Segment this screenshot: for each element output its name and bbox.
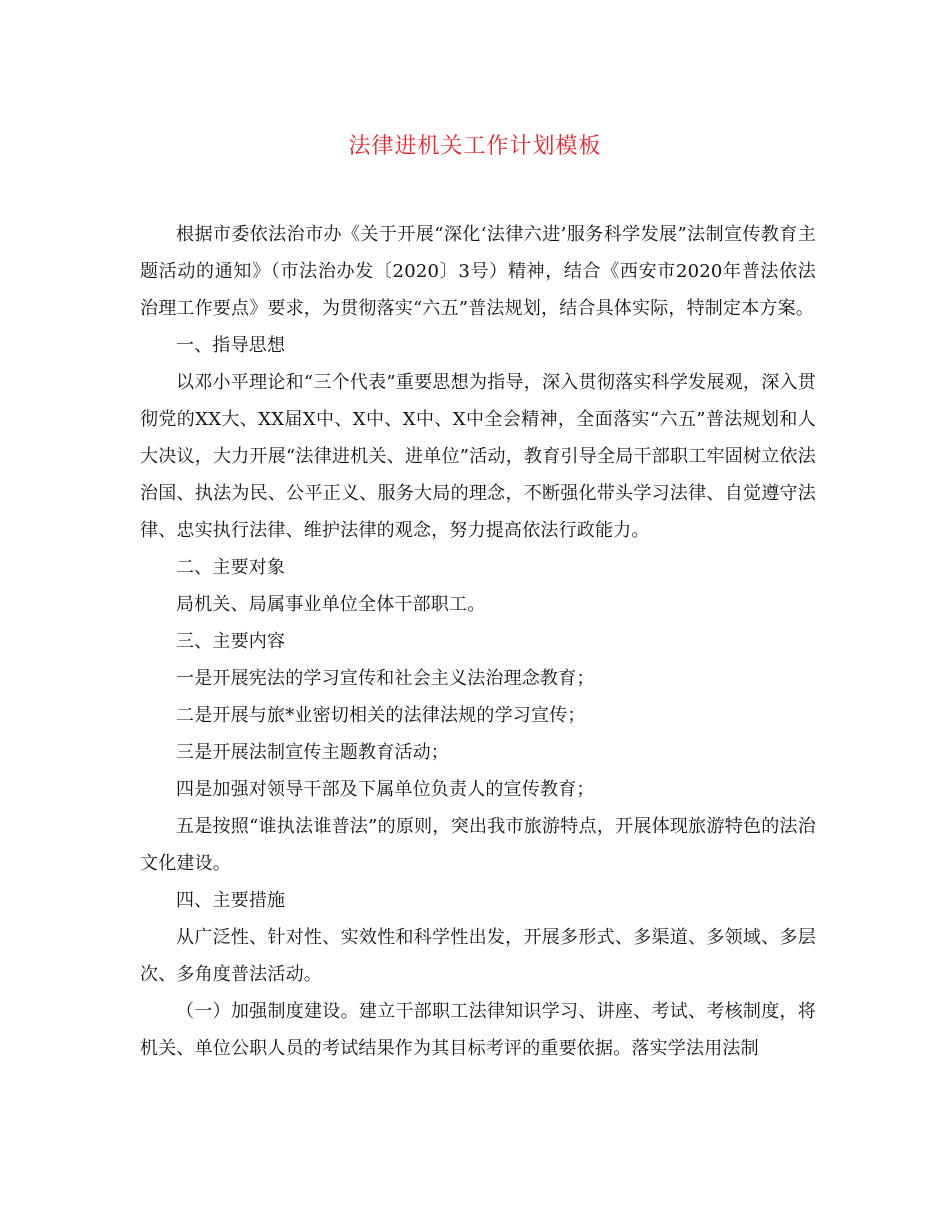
section-heading-guiding-thought: 一、指导思想 — [176, 335, 286, 356]
paragraph-main-measures: 从广泛性、针对性、实效性和科学性出发，开展多形式、多渠道、多领域、多层次、多角度普法活动。 — [140, 927, 816, 985]
paragraph-measure-1: （一）加强制度建设。建立干部职工法律知识学习、讲座、考试、考核制度，将机关、单位公职人员的考试结果作为其目标考评的重要依据。落实学法用法制 — [140, 1001, 816, 1059]
content-item-4: 四是加强对领导干部及下属单位负责人的宣传教育； — [176, 779, 595, 800]
document-body — [140, 216, 816, 1067]
paragraph-main-targets: 局机关、局属事业单位全体干部职工。 — [176, 594, 486, 615]
content-item-3: 三是开展法制宣传主题教育活动； — [176, 742, 449, 763]
paragraph-guiding-thought: 以邓小平理论和“三个代表”重要思想为指导，深入贯彻落实科学发展观，深入贯彻党的XX大、XX届X中、X中、X中、X中全会精神，全面落实“六五”普法规划和人大决议，大力开展“法律进机关、进单位”活动，教育引导全局干部职工牢固树立依法治国、执法为民、公平正义、服务大局的理念，不断强化带头学习法律、自觉遵守法律、忠实执行法律、维护法律的观念，努力提高依法行政能力。 — [140, 372, 816, 541]
section-heading-main-content: 三、主要内容 — [176, 631, 286, 652]
section-heading-main-measures: 四、主要措施 — [176, 890, 286, 911]
content-item-5: 五是按照“谁执法谁普法”的原则，突出我市旅游特点，开展体现旅游特色的法治文化建设。 — [140, 816, 816, 874]
document-title: 法律进机关工作计划模板 — [348, 134, 602, 159]
section-heading-main-targets: 二、主要对象 — [176, 557, 286, 578]
content-item-2: 二是开展与旅*业密切相关的法律法规的学习宣传； — [176, 705, 586, 726]
paragraph-intro: 根据市委依法治市办《关于开展“深化‘法律六进’服务科学发展”法制宣传教育主题活动的通知》（市法治办发〔2020〕3号）精神，结合《西安市2020年普法依法治理工作要点》要求，为贯彻落实“六五”普法规划，结合具体实际，特制定本方案。 — [140, 224, 816, 319]
content-item-1: 一是开展宪法的学习宣传和社会主义法治理念教育； — [176, 668, 595, 689]
